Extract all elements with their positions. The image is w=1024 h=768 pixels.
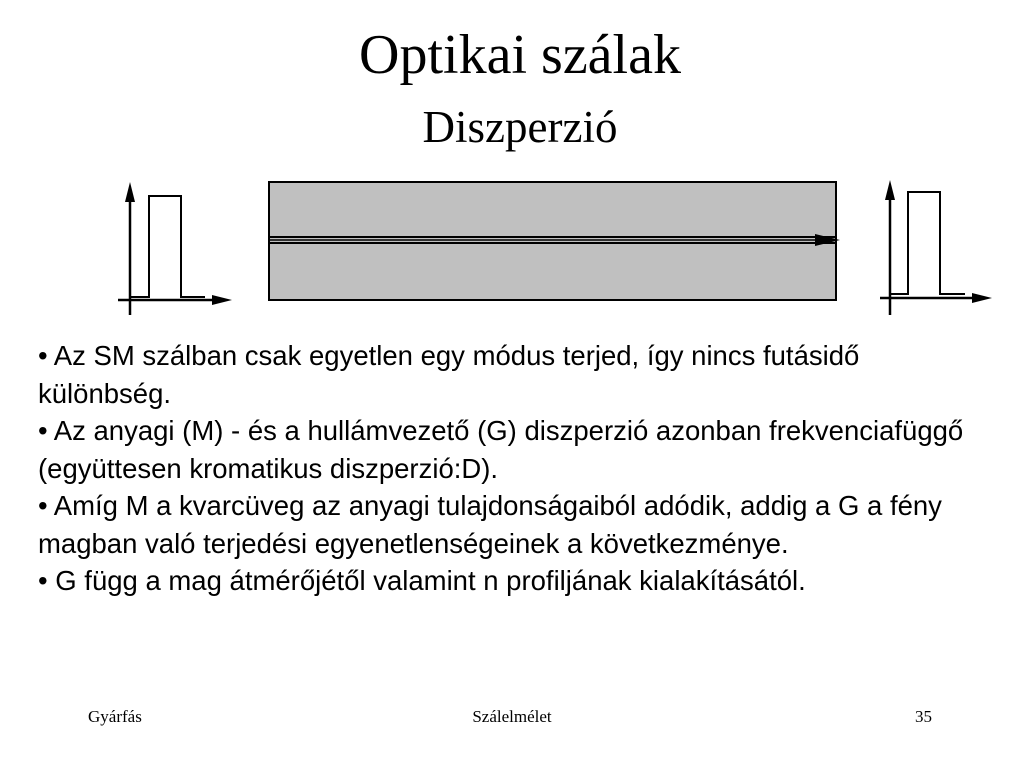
output-pulse-x-arrow <box>972 293 992 303</box>
output-pulse-shape <box>890 192 965 294</box>
fiber <box>269 182 840 300</box>
bullet-item: • Az SM szálban csak egyetlen egy módus terjed, így nincs futásidő különbség. <box>38 340 860 409</box>
fiber-body <box>269 182 836 300</box>
input-pulse-graph <box>118 182 232 315</box>
input-pulse-x-arrow <box>212 295 232 305</box>
input-pulse-shape <box>130 196 205 297</box>
bullet-item: • Amíg M a kvarcüveg az anyagi tulajdonságaiból adódik, addig a G a fény magban való terjedési egyenetlenségeinek a következménye. <box>38 490 942 559</box>
slide-subtitle: Diszperzió <box>422 102 618 152</box>
bullet-item: • Az anyagi (M) - és a hullámvezető (G) diszperzió azonban frekvenciafüggő (együttesen kromatikus diszperzió:D). <box>38 415 964 484</box>
fiber-diagram <box>0 170 1024 320</box>
input-pulse-y-arrow <box>125 182 135 202</box>
bullet-item: • G függ a mag átmérőjétől valamint n profiljának kialakításától. <box>38 565 806 596</box>
footer-page-number: 35 <box>915 707 932 726</box>
bullet-list <box>38 337 998 600</box>
footer-topic: Szálelmélet <box>472 707 552 726</box>
output-pulse-graph <box>880 180 992 315</box>
slide-title: Optikai szálak <box>359 24 681 86</box>
output-pulse-y-arrow <box>885 180 895 200</box>
footer-author: Gyárfás <box>88 707 142 726</box>
